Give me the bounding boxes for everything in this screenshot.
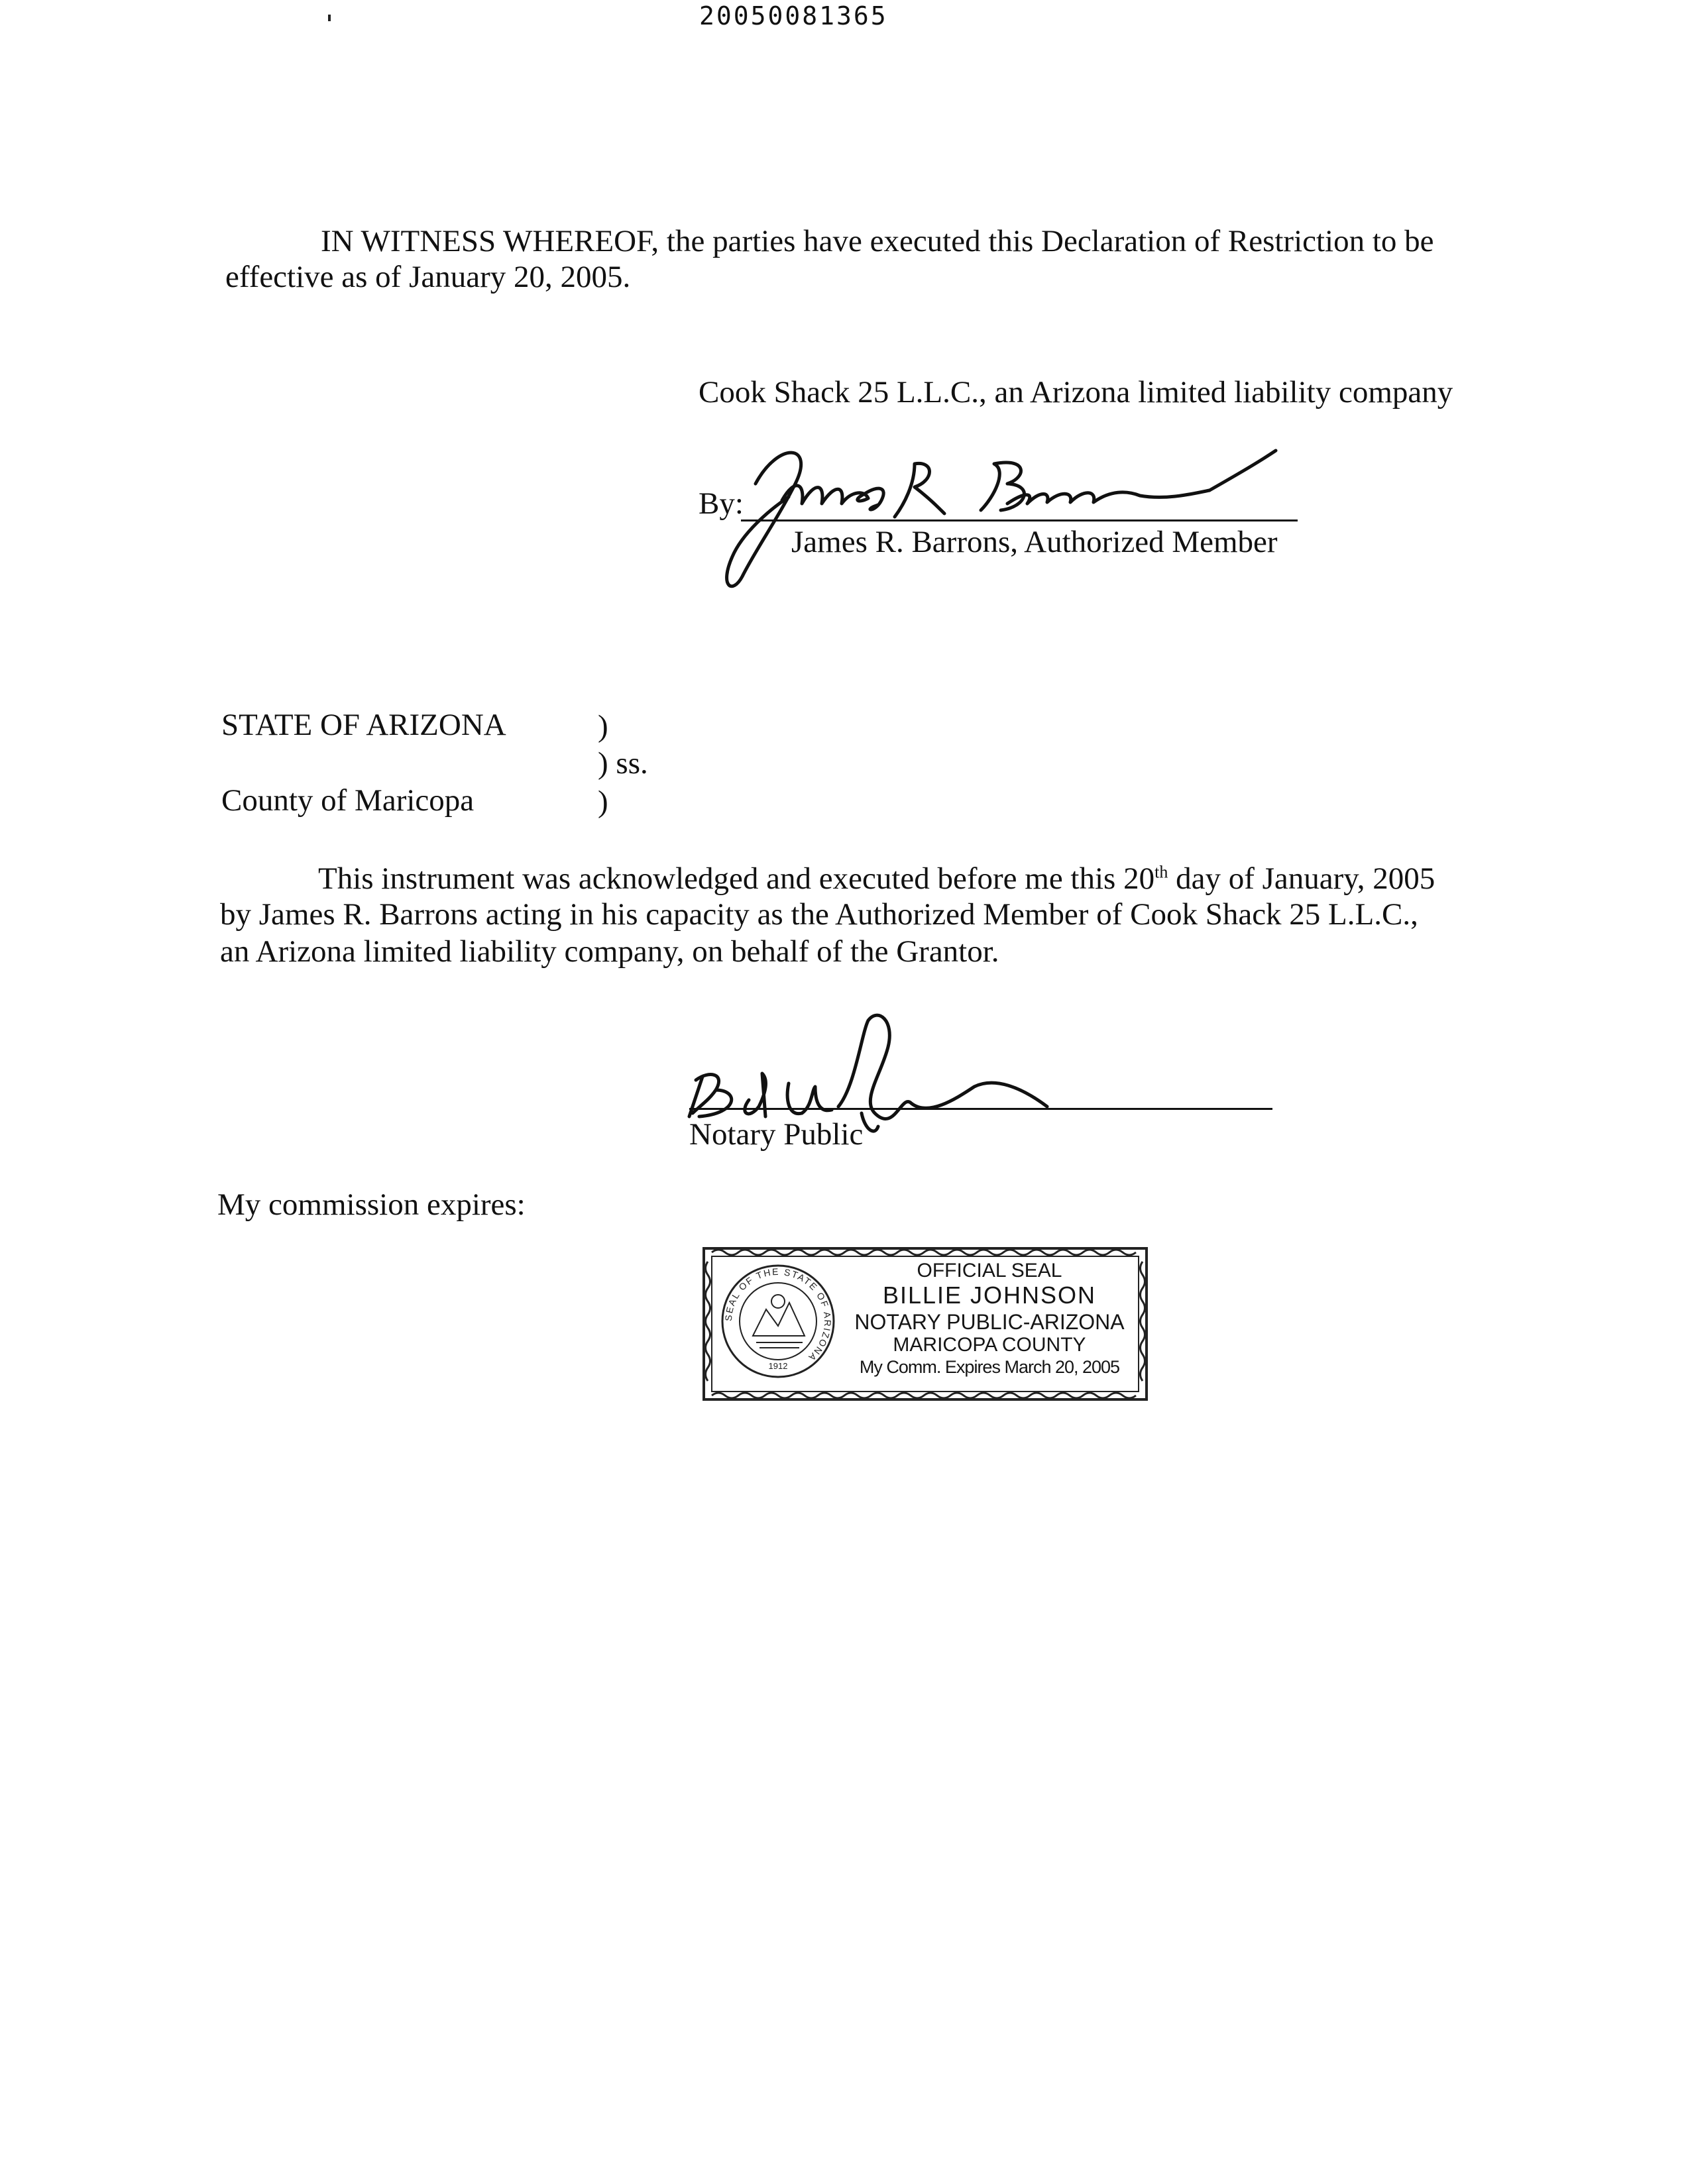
grantor-signatory: James R. Barrons, Authorized Member [791,525,1278,559]
notary-label: Notary Public [689,1117,864,1152]
by-label: By: [699,486,744,521]
venue-paren-1: ) [598,709,608,743]
notary-seal [701,1246,1149,1402]
seal-emblem-year: 1912 [768,1361,788,1371]
seal-notary-role: NOTARY PUBLIC-ARIZONA [854,1310,1125,1334]
venue-paren-ss: ) ss. [598,746,648,781]
signature-stroke-ames [782,486,883,510]
notary-signature-line [689,1108,1272,1110]
witness-line-2: effective as of January 20, 2005. [225,260,631,294]
signature-stroke-tail [1209,451,1276,490]
acknowledgment-line-3: an Arizona limited liability company, on behalf of the Grantor. [220,934,999,969]
signature-stroke-j [727,453,801,586]
seal-expiration: My Comm. Expires March 20, 2005 [859,1357,1120,1377]
acknowledgment-line-1 [318,860,1435,897]
grantor-signature [716,437,1286,596]
commission-label: My commission expires: [217,1187,526,1222]
acknowledgment-line-2: by James R. Barrons acting in his capacity as the Authorized Member of Cook Shack 25 L.L.C., [220,897,1418,932]
signature-stroke-arrons [1007,490,1209,504]
signature-stroke-d [745,1073,766,1117]
seal-emblem-text: SEAL OF THE STATE OF ARIZONA [722,1266,834,1364]
venue-paren-3: ) [598,785,608,819]
signature-stroke-loop [838,1015,1047,1119]
signature-stroke-b [689,1075,732,1117]
ordinal-suffix: th [1154,862,1168,882]
acknowledgment-line-1-date: day of January, 2005 [1168,861,1435,896]
signature-stroke-b [981,463,1024,510]
witness-line-1: IN WITNESS WHEREOF, the parties have executed this Declaration of Restriction to be [321,224,1434,258]
acknowledgment-line-1-text: This instrument was acknowledged and executed before me this 20 [318,861,1155,896]
signature-stroke-r [895,463,944,517]
seal-title: OFFICIAL SEAL [917,1260,1062,1282]
document-number: 20050081365 [699,1,888,30]
seal-county: MARICOPA COUNTY [893,1334,1086,1356]
seal-notary-name: BILLIE JOHNSON [882,1282,1097,1309]
arizona-state-seal-emblem [720,1263,836,1380]
scan-speck [328,15,331,21]
venue-state: STATE OF ARIZONA [221,708,506,742]
grantor-company: Cook Shack 25 L.L.C., an Arizona limited liability company [699,375,1453,410]
venue-county: County of Maricopa [221,783,475,818]
